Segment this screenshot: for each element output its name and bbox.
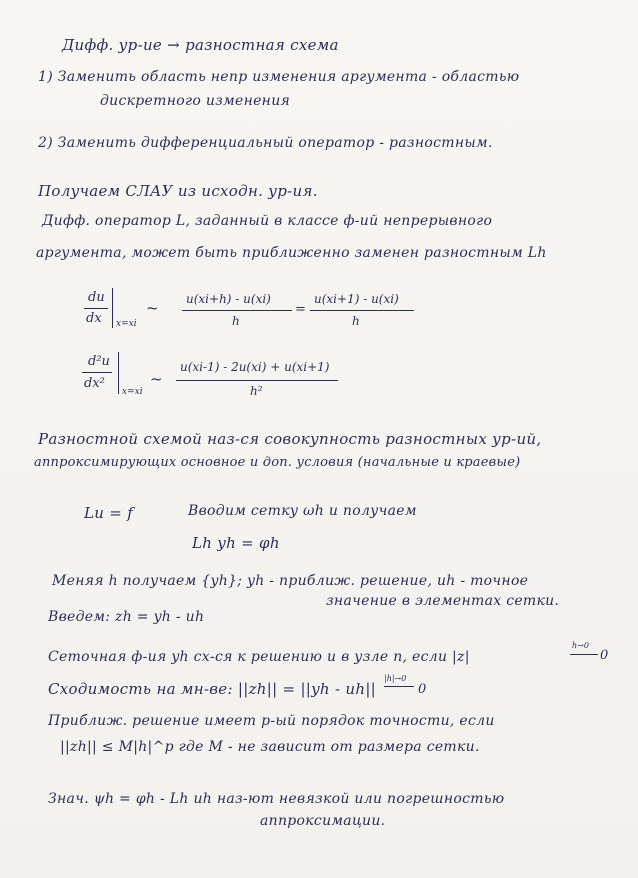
- order-of-accuracy-1: Приближ. решение имеет p-ый порядок точности, если: [48, 713, 495, 729]
- f2-lhs-denominator: dx²: [84, 376, 105, 391]
- order-of-accuracy-2: ||zh|| ≤ M|h|^p где M - не зависит от размера сетки.: [60, 739, 480, 755]
- residual-definition: Знач. ψh = φh - Lh uh наз-ют невязкой или погрешностью: [48, 791, 505, 807]
- f2-evaluation-bar: [118, 352, 119, 394]
- operator-line-1: Дифф. оператор L, заданный в классе ф-ий непрерывного: [42, 213, 493, 229]
- f2-lhs-fraction-bar: [82, 372, 112, 373]
- operator-line-2: аргумента, может быть приближенно заменен разностным Lh: [36, 245, 547, 261]
- f2-approx-sign: ~: [150, 370, 163, 388]
- convergence-arrow: [570, 654, 598, 655]
- convergence-in-node: Сеточная ф-ия yh сх-ся к решению u в узле n, если |z|: [48, 649, 470, 665]
- equation-discrete: Lh yh = φh: [192, 534, 280, 552]
- heading-diff-to-difference-scheme: Дифф. ур-ие → разностная схема: [62, 36, 339, 54]
- difference-scheme-definition-1: Разностной схемой наз-ся совокупность разностных ур-ий,: [38, 430, 542, 448]
- f1-rhs2-fraction-bar: [310, 310, 414, 311]
- exact-value-line: значение в элементах сетки.: [326, 593, 560, 609]
- difference-scheme-definition-2: аппроксимирующих основное и доп. условия (начальные и краевые): [34, 455, 521, 470]
- f1-evaluation-bar: [112, 288, 113, 328]
- error-definition: Введем: zh = yh - uh: [48, 609, 205, 625]
- residual-continuation: аппроксимации.: [260, 813, 386, 829]
- equation-lu-f: Lu = f: [84, 504, 134, 522]
- step-1-text: 1) Заменить область непр изменения аргумента - областью: [38, 69, 520, 85]
- f1-rhs1-denominator: h: [232, 314, 240, 328]
- convergence-limit-label: h→0: [572, 641, 589, 650]
- convergence-set-limit-label: |h|→0: [384, 674, 407, 683]
- f2-rhs-fraction-bar: [176, 380, 338, 381]
- convergence-set-limit-value: 0: [418, 682, 427, 697]
- f1-rhs2-numerator: u(xi+1) - u(xi): [314, 292, 399, 306]
- f2-rhs-numerator: u(xi-1) - 2u(xi) + u(xi+1): [180, 360, 330, 374]
- f1-rhs1-fraction-bar: [182, 310, 292, 311]
- f1-rhs2-denominator: h: [352, 314, 360, 328]
- f2-evaluation-point: x=xi: [122, 387, 143, 397]
- f1-equals-sign: =: [295, 302, 306, 317]
- convergence-set-arrow: [384, 686, 414, 687]
- f1-approx-sign: ~: [146, 299, 159, 317]
- f1-evaluation-point: x=xi: [116, 319, 137, 329]
- grid-intro: Вводим сетку ωh и получаем: [188, 503, 417, 519]
- f2-lhs-numerator: d²u: [88, 354, 110, 369]
- approx-solution-line: Меняя h получаем {yh}; yh - приближ. решение, uh - точное: [52, 573, 529, 589]
- f1-lhs-denominator: dx: [86, 311, 102, 326]
- step-2-text: 2) Заменить дифференциальный оператор - разностным.: [38, 135, 493, 151]
- convergence-on-set: Сходимость на мн-ве: ||zh|| = ||yh - uh||: [48, 680, 377, 698]
- f1-rhs1-numerator: u(xi+h) - u(xi): [186, 292, 271, 306]
- slau-line: Получаем СЛАУ из исходн. ур-ия.: [38, 182, 318, 200]
- f1-lhs-fraction-bar: [84, 308, 108, 309]
- step-1-continuation: дискретного изменения: [100, 93, 291, 109]
- convergence-limit-value: 0: [600, 648, 609, 663]
- f1-lhs-numerator: du: [88, 290, 105, 305]
- f2-rhs-denominator: h²: [250, 384, 263, 398]
